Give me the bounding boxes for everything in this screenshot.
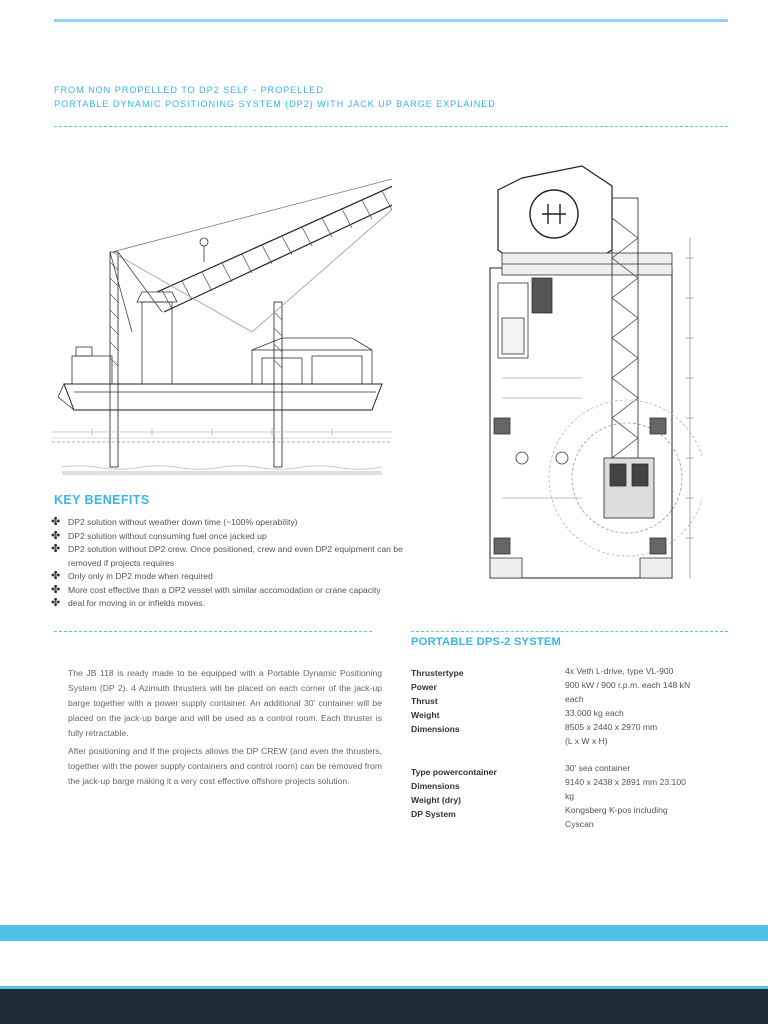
page-title-line-1: FROM NON PROPELLED TO DP2 SELF - PROPELLED bbox=[54, 85, 324, 95]
key-benefits-heading: KEY BENEFITS bbox=[54, 493, 150, 507]
list-item bbox=[50, 530, 480, 544]
spec-value: 9140 x 2438 x 2891 mm 23.100 bbox=[565, 777, 686, 787]
spec-label: Weight (dry) bbox=[411, 795, 461, 805]
quatrefoil-bullet-icon: ✤ bbox=[51, 583, 61, 596]
description-text bbox=[68, 666, 382, 792]
title-divider bbox=[54, 126, 728, 127]
spec-value: each bbox=[565, 694, 584, 704]
footer-accent-band bbox=[0, 925, 768, 941]
quatrefoil-bullet-icon: ✤ bbox=[51, 529, 61, 542]
list-item bbox=[50, 516, 480, 530]
list-item bbox=[50, 570, 480, 584]
benefit-text: deal for moving in or infields moves. bbox=[68, 598, 206, 608]
spec-value: Cyscan bbox=[565, 819, 594, 829]
benefit-text: DP2 solution without consuming fuel once jacked up bbox=[68, 530, 267, 541]
spec-label: Type powercontainer bbox=[411, 767, 497, 777]
spec-value: (L x W x H) bbox=[565, 736, 608, 746]
spec-value: Kongsberg K-pos including bbox=[565, 805, 668, 815]
spec-label: Dimensions bbox=[411, 724, 460, 734]
list-item bbox=[50, 584, 480, 598]
footer-dark-band bbox=[0, 986, 768, 1024]
spec-labels-group-1 bbox=[411, 666, 464, 736]
spec-label: Thrust bbox=[411, 696, 438, 706]
right-section-divider bbox=[411, 631, 728, 632]
benefit-text-continued: removed if projects requires bbox=[68, 557, 175, 568]
dps-system-heading: PORTABLE DPS-2 SYSTEM bbox=[411, 636, 562, 648]
left-section-divider bbox=[54, 631, 372, 632]
spec-value: kg bbox=[565, 791, 575, 801]
key-benefits-list bbox=[50, 516, 480, 611]
list-item bbox=[50, 597, 480, 611]
spec-values-group-2 bbox=[565, 761, 735, 831]
spec-label: DP System bbox=[411, 809, 456, 819]
quatrefoil-bullet-icon: ✤ bbox=[51, 543, 61, 555]
spec-value: 33.000 kg each bbox=[565, 708, 624, 718]
spec-values-group-1 bbox=[565, 664, 735, 748]
spec-label: Weight bbox=[411, 710, 440, 720]
spec-label: Power bbox=[411, 682, 437, 692]
spec-label: Dimensions bbox=[411, 781, 460, 791]
spec-value: 4x Veth L-drive, type VL-900 bbox=[565, 666, 674, 676]
benefit-text: Only only in DP2 mode when required bbox=[68, 571, 213, 581]
spec-value: 900 kW / 900 r.p.m. each 148 kN bbox=[565, 680, 691, 690]
spec-labels-group-2 bbox=[411, 765, 497, 821]
page-title-line-2: PORTABLE DYNAMIC POSITIONING SYSTEM (DP2) WITH JACK UP BARGE EXPLAINED bbox=[54, 99, 496, 109]
description-paragraph-1: The JB 118 is ready made to be equipped with a Portable Dynamic Positioning System (DP 2). 4 Azimuth thrusters will be placed on each corner of the jack-up barge together with a power supply container. An additional 30' container will be placed on the jack-up barge and will be used as a control room. Each thruster is fully retractable. bbox=[68, 668, 382, 738]
list-item bbox=[50, 543, 480, 570]
quatrefoil-bullet-icon: ✤ bbox=[51, 516, 61, 528]
benefit-text: DP2 solution without DP2 crew. Once positioned, crew and even DP2 equipment can be bbox=[68, 544, 403, 554]
benefit-text: DP2 solution without weather down time (~100% operability) bbox=[68, 517, 298, 527]
top-rule bbox=[54, 19, 728, 22]
description-paragraph-2: After positioning and If the projects allows the DP CREW (and even the thrusters, together with the power supply containers and control room) can be removed from the jack-up barge making it a very cost effective offshore projects solution. bbox=[68, 746, 382, 786]
jack-up-barge-top-view-drawing bbox=[462, 158, 702, 590]
quatrefoil-bullet-icon: ✤ bbox=[51, 597, 61, 609]
jack-up-barge-side-view-drawing bbox=[52, 152, 392, 482]
benefit-text: More cost effective than a DP2 vessel with similar accomodation or crane capacity bbox=[68, 584, 381, 595]
spec-value: 30' sea container bbox=[565, 763, 631, 773]
quatrefoil-bullet-icon: ✤ bbox=[51, 570, 61, 582]
spec-value: 8505 x 2440 x 2970 mm bbox=[565, 722, 658, 732]
spec-label: Thrustertype bbox=[411, 668, 464, 678]
